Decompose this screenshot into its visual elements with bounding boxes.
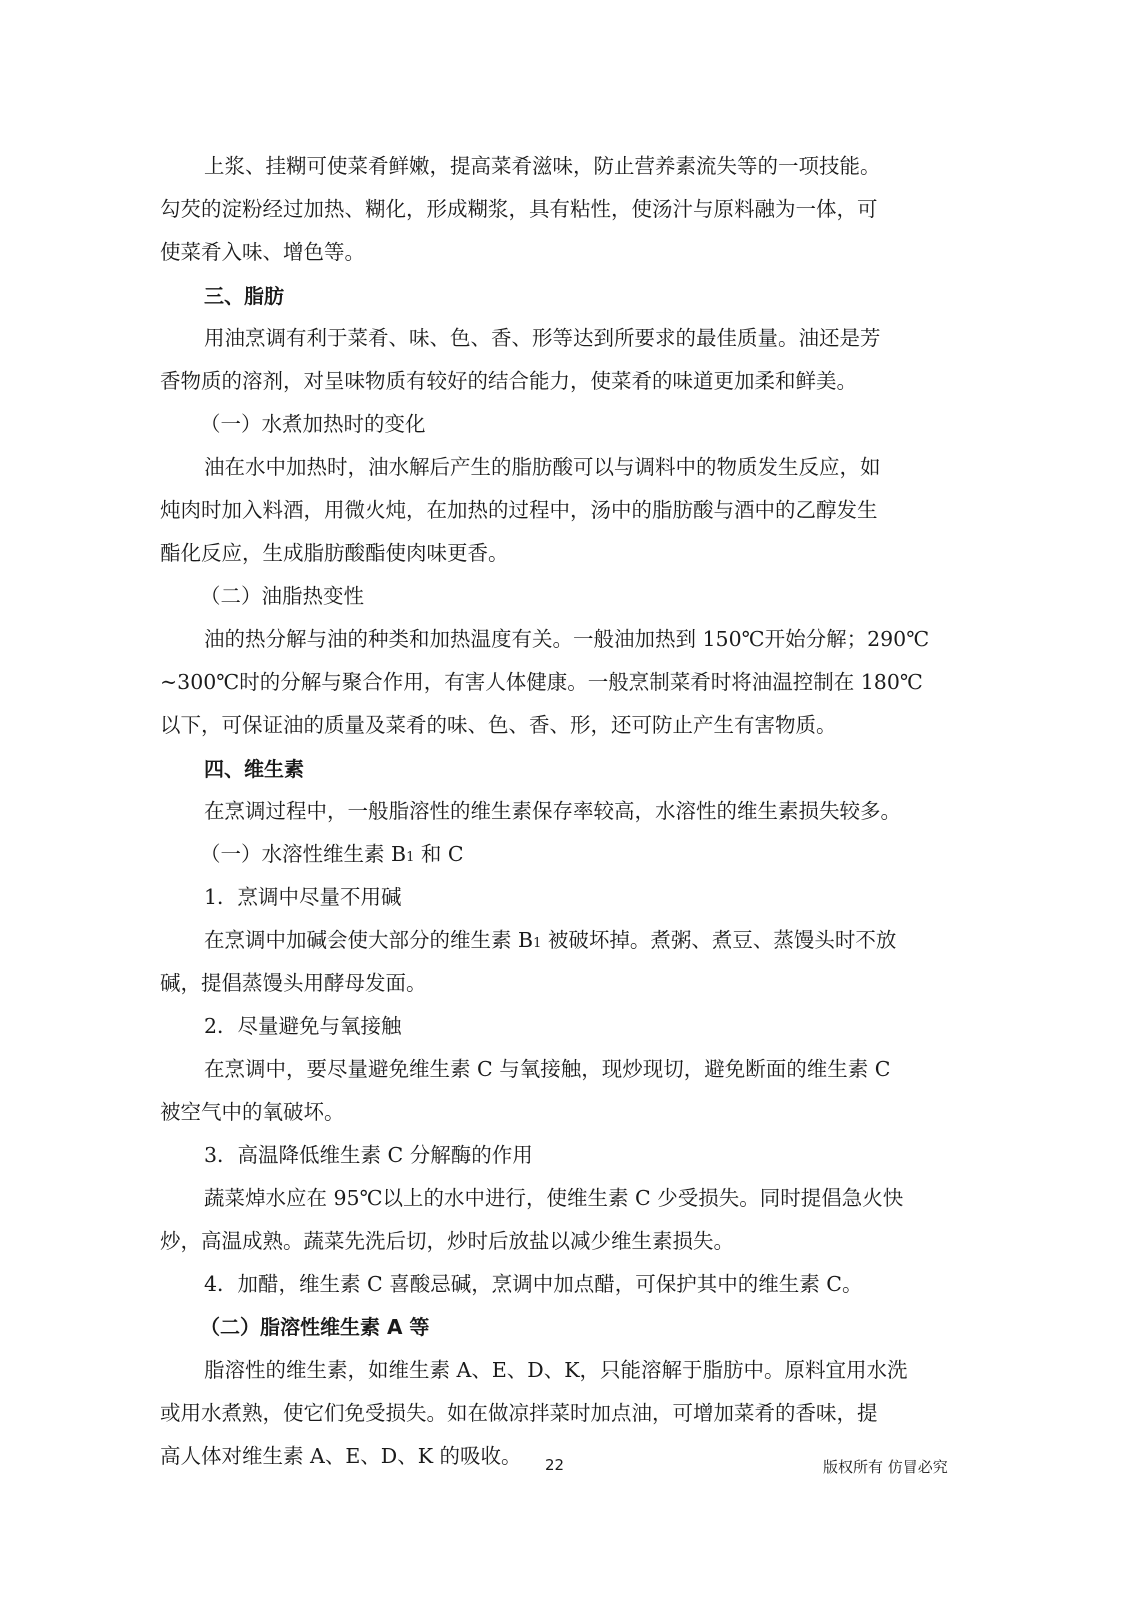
page-number: 22 <box>545 1456 565 1474</box>
numbered-heading: 3．高温降低维生素 C 分解酶的作用 <box>204 1143 533 1167</box>
paragraph-line: 香物质的溶剂，对呈味物质有较好的结合能力，使菜肴的味道更加柔和鲜美。 <box>160 369 857 393</box>
paragraph-line: 以下，可保证油的质量及菜肴的味、色、香、形，还可防止产生有害物质。 <box>160 713 837 737</box>
subscript: 1 <box>406 850 415 865</box>
paragraph-line: 被空气中的氧破坏。 <box>160 1100 345 1124</box>
paragraph-line: 酯化反应，生成脂肪酸酯使肉味更香。 <box>160 541 509 565</box>
paragraph-line: 油的热分解与油的种类和加热温度有关。一般油加热到 150℃开始分解；290℃ <box>204 627 930 651</box>
paragraph-line: 或用水煮熟，使它们免受损失。如在做凉拌菜时加点油，可增加菜肴的香味，提 <box>160 1401 878 1425</box>
paragraph-line: 油在水中加热时，油水解后产生的脂肪酸可以与调料中的物质发生反应，如 <box>204 455 881 479</box>
paragraph-line: 上浆、挂糊可使菜肴鲜嫩，提高菜肴滋味，防止营养素流失等的一项技能。 <box>204 154 881 178</box>
paragraph-line: 碱，提倡蒸馒头用酵母发面。 <box>160 971 427 995</box>
subsection-heading: （一）水煮加热时的变化 <box>200 412 426 436</box>
paragraph-line <box>204 930 896 954</box>
heading-text: （一）水溶性维生素 B <box>200 842 407 866</box>
paragraph-line: 用油烹调有利于菜肴、味、色、香、形等达到所要求的最佳质量。油还是芳 <box>204 326 881 350</box>
subsection-heading: （二）脂溶性维生素 A 等 <box>200 1315 430 1339</box>
paragraph-text: 被破坏掉。煮粥、煮豆、蒸馒头时不放 <box>541 928 897 952</box>
paragraph-line: 在烹调中，要尽量避免维生素 C 与氧接触，现炒现切，避免断面的维生素 C <box>204 1057 891 1081</box>
numbered-heading: 2．尽量避免与氧接触 <box>204 1014 402 1038</box>
paragraph-text: 在烹调中加碱会使大部分的维生素 B <box>204 928 534 952</box>
copyright-notice: 版权所有 仿冒必究 <box>823 1458 948 1476</box>
paragraph-line: 脂溶性的维生素，如维生素 A、E、D、K，只能溶解于脂肪中。原料宜用水洗 <box>204 1358 908 1382</box>
paragraph-line: 使菜肴入味、增色等。 <box>160 240 365 264</box>
numbered-heading: 1．烹调中尽量不用碱 <box>204 885 402 909</box>
subsection-heading: （二）油脂热变性 <box>200 584 364 608</box>
paragraph-line: ~300℃时的分解与聚合作用，有害人体健康。一般烹制菜肴时将油温控制在 180℃ <box>160 670 923 694</box>
paragraph-line: 炒，高温成熟。蔬菜先洗后切，炒时后放盐以减少维生素损失。 <box>160 1229 734 1253</box>
paragraph-line: 蔬菜焯水应在 95℃以上的水中进行，使维生素 C 少受损失。同时提倡急火快 <box>204 1186 904 1210</box>
paragraph-line: 炖肉时加入料酒，用微火炖，在加热的过程中，汤中的脂肪酸与酒中的乙醇发生 <box>160 498 878 522</box>
paragraph-line: 高人体对维生素 A、E、D、K 的吸收。 <box>160 1444 522 1468</box>
section-heading: 三、脂肪 <box>204 284 284 308</box>
subscript: 1 <box>533 936 542 951</box>
paragraph-line: 在烹调过程中，一般脂溶性的维生素保存率较高，水溶性的维生素损失较多。 <box>204 799 901 823</box>
section-heading: 四、维生素 <box>204 757 304 781</box>
paragraph-line: 勾芡的淀粉经过加热、糊化，形成糊浆，具有粘性，使汤汁与原料融为一体，可 <box>160 197 878 221</box>
subsection-heading <box>200 844 464 868</box>
heading-text: 和 C <box>414 842 464 866</box>
numbered-heading: 4．加醋，维生素 C 喜酸忌碱，烹调中加点醋，可保护其中的维生素 C。 <box>204 1272 863 1296</box>
